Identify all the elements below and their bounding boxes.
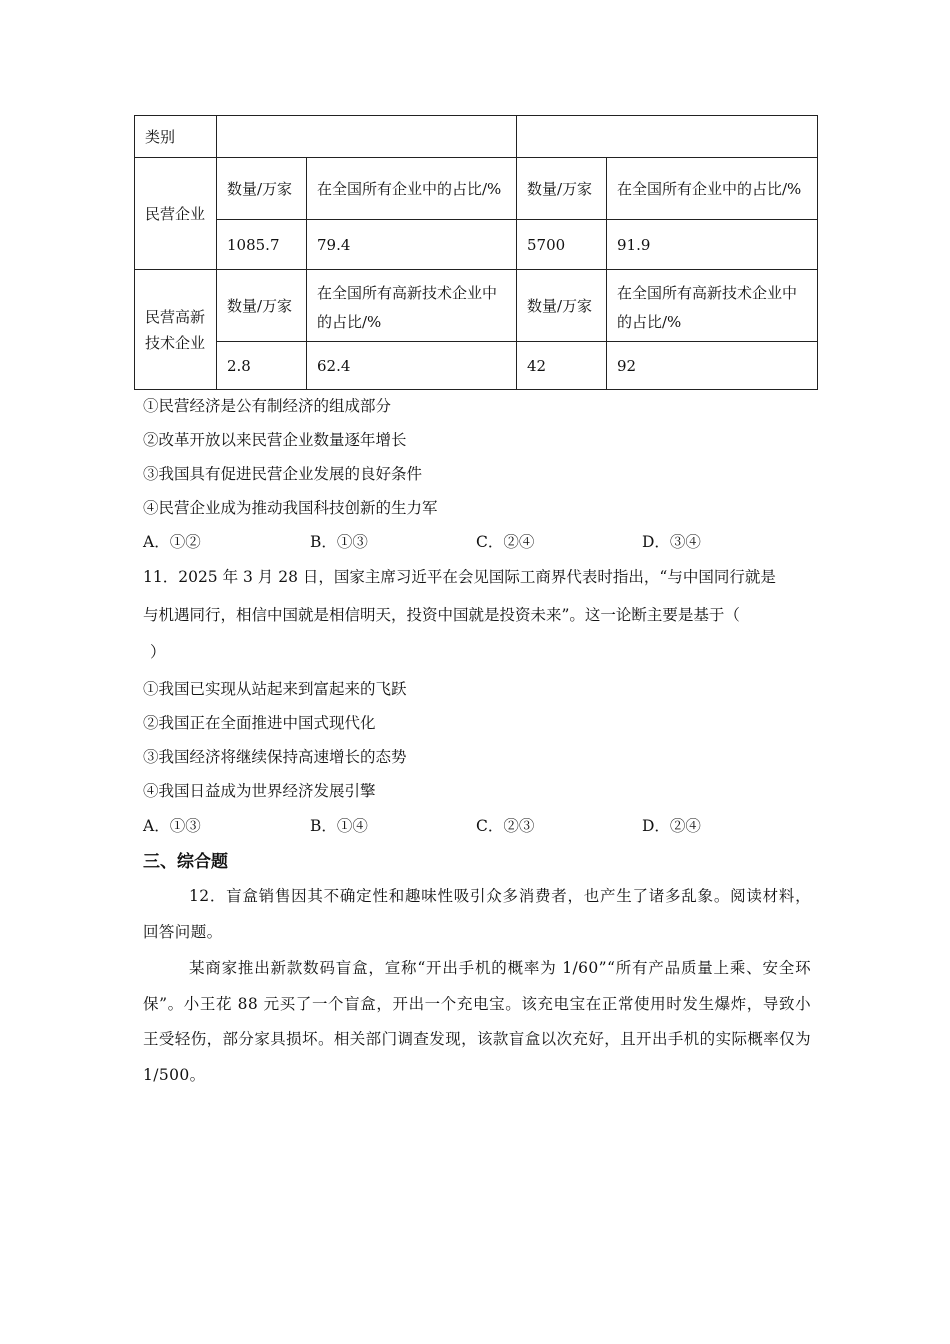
q10-options xyxy=(143,531,823,553)
row-label-line: 技术企业 xyxy=(145,333,206,352)
q10-option-c[interactable]: C．②④ xyxy=(476,533,535,551)
q11-statement-2: ②我国正在全面推进中国式现代化 xyxy=(143,714,376,732)
q10-statement-1: ①民营经济是公有制经济的组成部分 xyxy=(143,397,392,415)
q11-stem-line-3: ） xyxy=(150,643,166,661)
row-label-private-hightech xyxy=(135,270,217,390)
q10-statement-3: ③我国具有促进民营企业发展的良好条件 xyxy=(143,465,423,483)
q12-material: 某商家推出新款数码盲盒，宣称“开出手机的概率为 1/60”“所有产品质量上乘、安全环保”。小王花 88 元买了一个盲盒，开出一个充电宝。该充电宝在正常使用时发生爆炸，导致小王受轻伤，部分家具损坏。相关部门调查发现，该款盲盒以次充好，且开出手机的实际概率仅为 1/500。 xyxy=(143,959,811,1084)
section-heading: 三、综合题 xyxy=(143,852,228,872)
table-cell: 数量/万家 xyxy=(217,158,307,220)
table-cell: 5700 xyxy=(517,220,607,270)
q12-intro: 12．盲盒销售因其不确定性和趣味性吸引众多消费者，也产生了诸多乱象。阅读材料，回答问题。 xyxy=(143,887,811,941)
table-cell: 79.4 xyxy=(307,220,517,270)
row-label-private-enterprise: 民营企业 xyxy=(135,158,217,270)
q11-stem-line-1: 11．2025 年 3 月 28 日，国家主席习近平在会见国际工商界代表时指出，“与中国同行就是 xyxy=(143,568,776,586)
q11-option-c[interactable]: C．②③ xyxy=(476,817,535,835)
table-cell: 在全国所有企业中的占比/% xyxy=(607,158,818,220)
row-label-line: 民营高新 xyxy=(145,307,206,326)
table-cell: 数量/万家 xyxy=(217,270,307,342)
table-cell: 42 xyxy=(517,342,607,390)
q10-option-d[interactable]: D．③④ xyxy=(642,533,701,551)
q11-statement-4: ④我国日益成为世界经济发展引擎 xyxy=(143,782,376,800)
table-header-period-1 xyxy=(217,116,517,158)
table-category-header: 类别 xyxy=(135,116,217,158)
private-enterprise-table xyxy=(134,115,818,390)
table-cell: 1085.7 xyxy=(217,220,307,270)
q11-statement-1: ①我国已实现从站起来到富起来的飞跃 xyxy=(143,680,407,698)
q10-option-a[interactable]: A．①② xyxy=(143,533,201,551)
q11-option-a[interactable]: A．①③ xyxy=(143,817,201,835)
q11-stem-line-2: 与机遇同行，相信中国就是相信明天，投资中国就是投资未来”。这一论断主要是基于（ xyxy=(143,606,740,624)
table-cell: 数量/万家 xyxy=(517,158,607,220)
table-cell: 2.8 xyxy=(217,342,307,390)
q11-options xyxy=(143,815,823,837)
table-cell: 91.9 xyxy=(607,220,818,270)
q11-statement-3: ③我国经济将继续保持高速增长的态势 xyxy=(143,748,407,766)
table-cell: 在全国所有高新技术企业中的占比/% xyxy=(307,270,517,342)
table-cell: 62.4 xyxy=(307,342,517,390)
q11-option-d[interactable]: D．②④ xyxy=(642,817,701,835)
table-cell: 在全国所有高新技术企业中的占比/% xyxy=(607,270,818,342)
table-cell: 在全国所有企业中的占比/% xyxy=(307,158,517,220)
q11-option-b[interactable]: B．①④ xyxy=(310,817,368,835)
table-cell: 92 xyxy=(607,342,818,390)
q10-statement-2: ②改革开放以来民营企业数量逐年增长 xyxy=(143,431,407,449)
q10-statement-4: ④民营企业成为推动我国科技创新的生力军 xyxy=(143,499,438,517)
table-cell: 数量/万家 xyxy=(517,270,607,342)
table-header-period-2 xyxy=(517,116,818,158)
q10-option-b[interactable]: B．①③ xyxy=(310,533,368,551)
